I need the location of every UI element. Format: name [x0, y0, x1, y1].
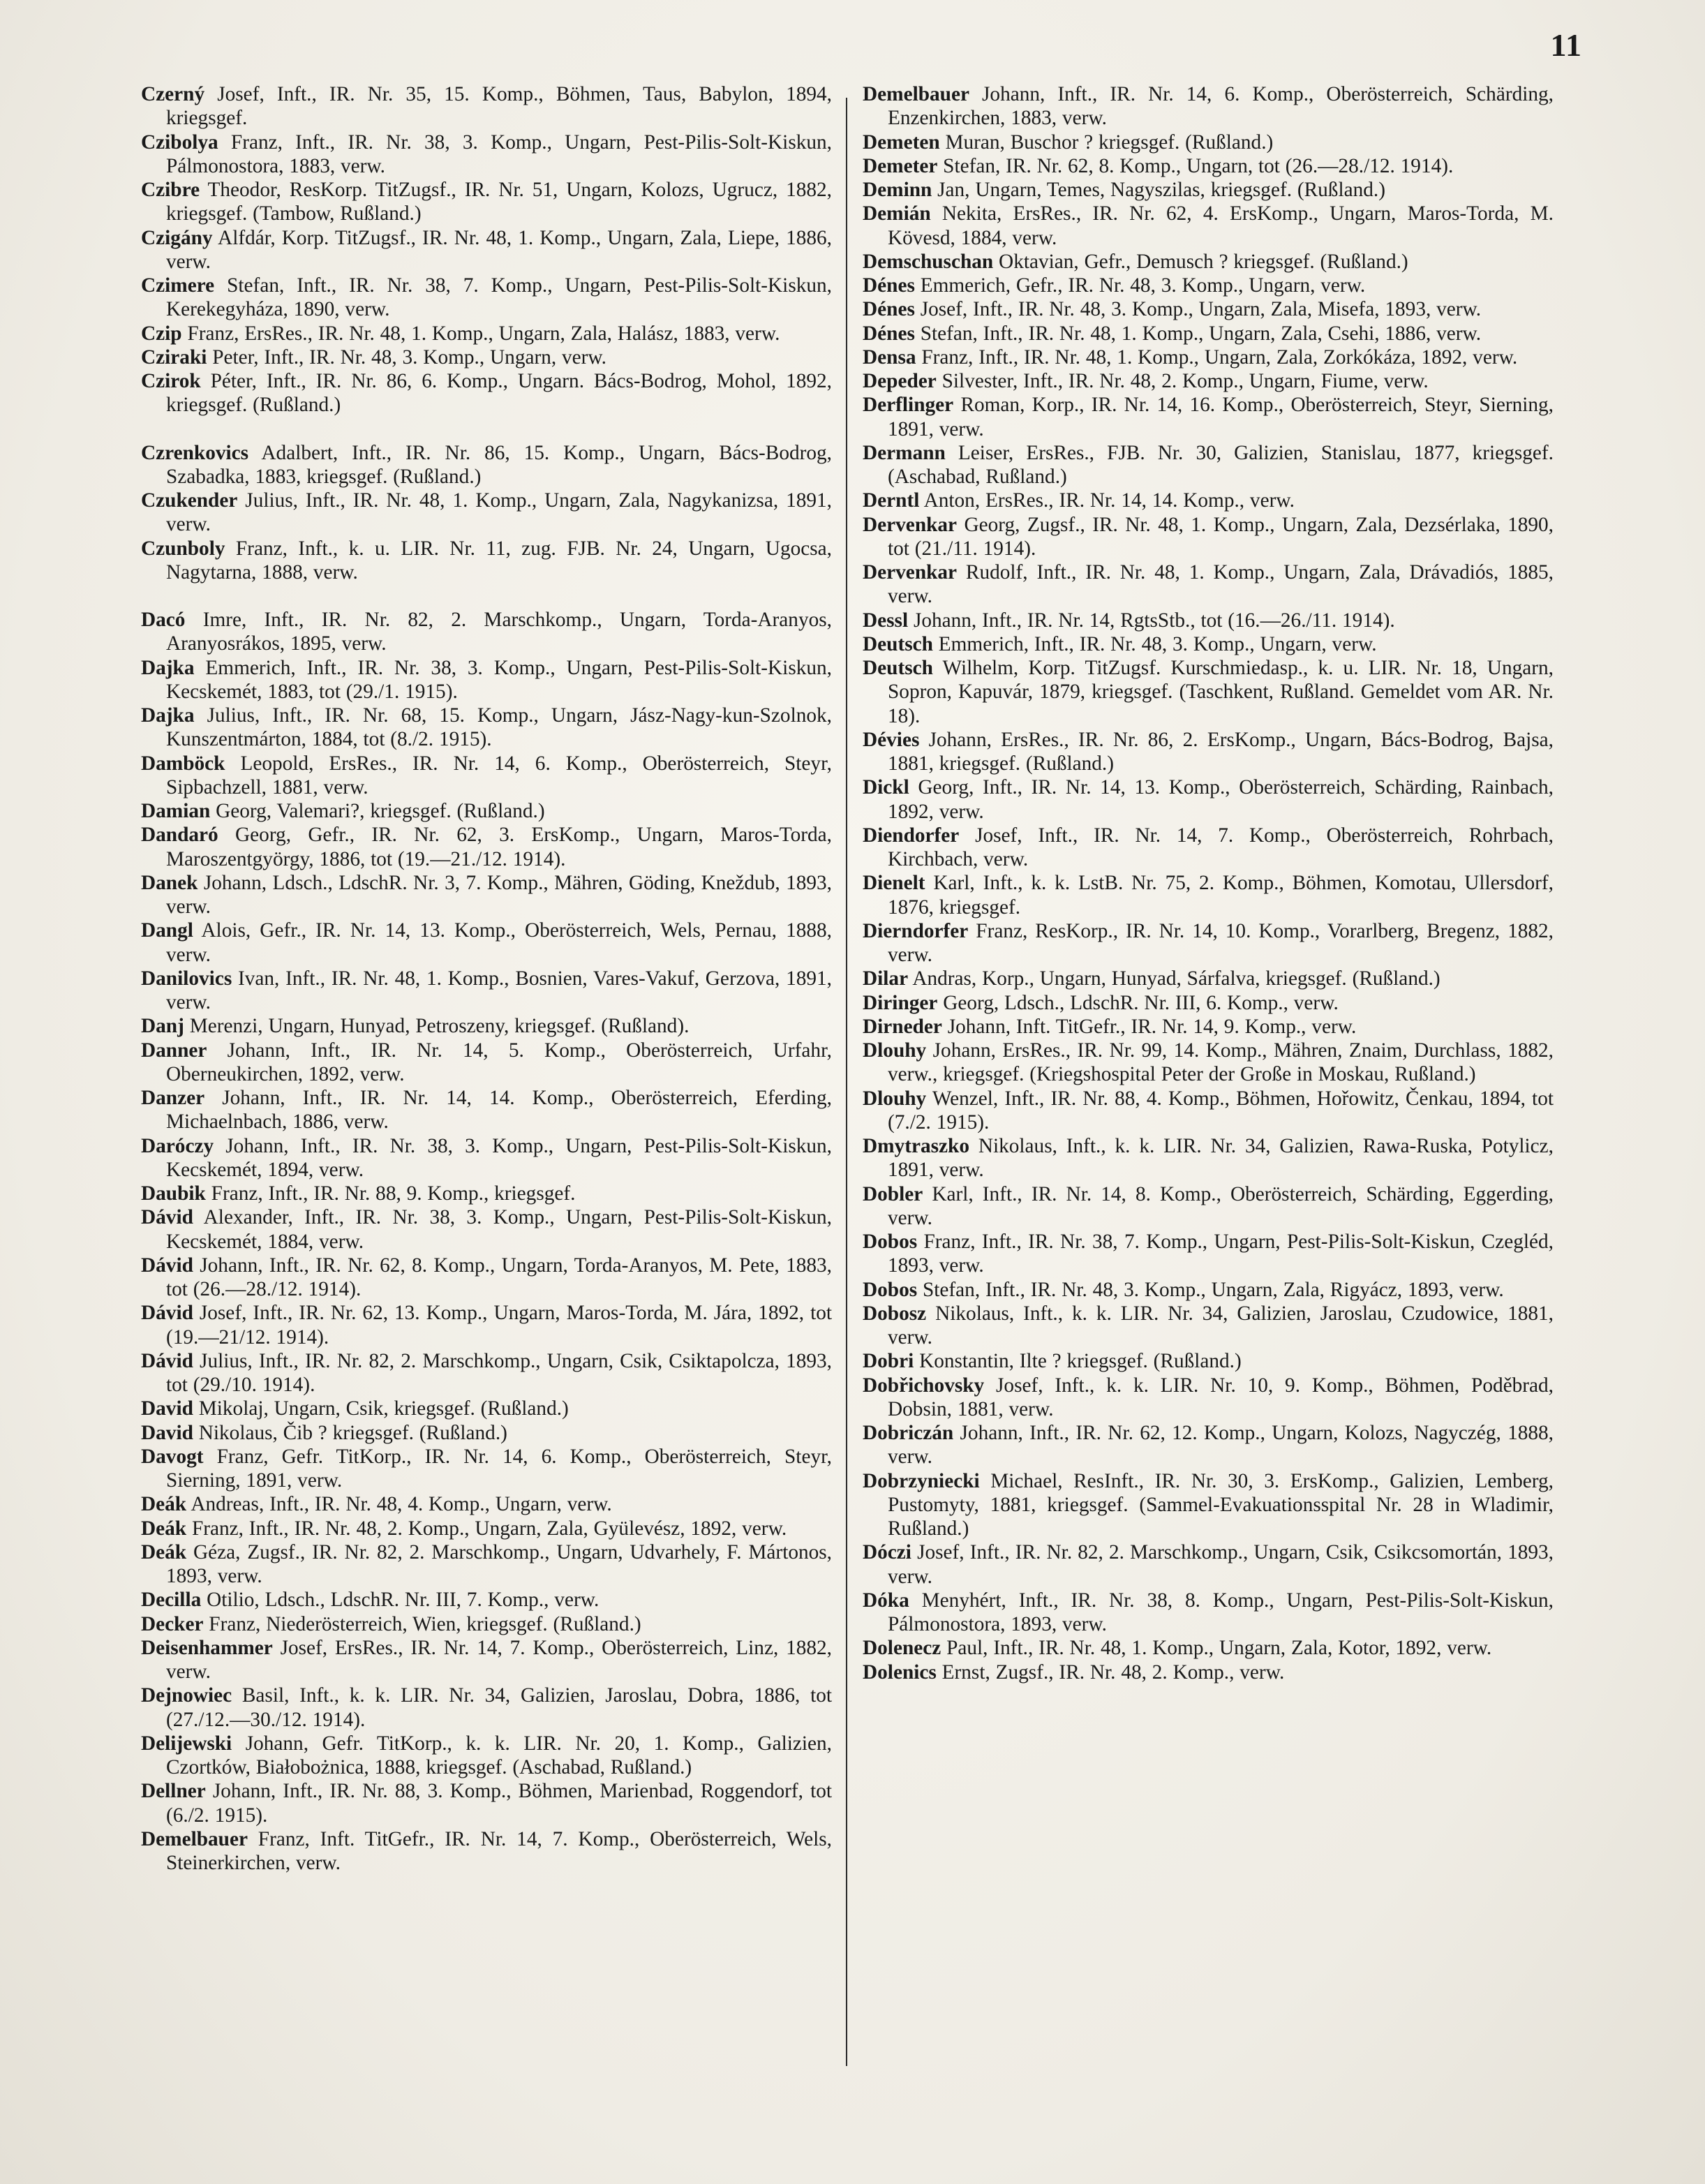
register-entry	[141, 919, 832, 967]
register-entry	[863, 178, 1554, 202]
register-entry	[863, 1302, 1554, 1350]
entry-surname: Demeten	[863, 131, 940, 154]
entry-surname: Deisenhammer	[141, 1636, 273, 1659]
register-entry	[141, 1827, 832, 1875]
entry-surname: Danzer	[141, 1087, 205, 1109]
entry-details: Johann, ErsRes., IR. Nr. 99, 14. Komp., Mähren, Znaim, Durchlass, 1882, verw., kriegsgef. (Kriegshospital Peter der Große in Moskau, Rußland.)	[888, 1039, 1554, 1086]
entry-surname: Delijewski	[141, 1732, 232, 1755]
register-entry	[141, 1588, 832, 1612]
entry-surname: Dejnowiec	[141, 1684, 232, 1707]
entry-surname: Czip	[141, 322, 182, 345]
left-column	[141, 82, 832, 1875]
register-entry	[141, 1612, 832, 1636]
entry-surname: Dessl	[863, 609, 909, 632]
entry-surname: Dolenics	[863, 1661, 937, 1684]
register-entry	[141, 131, 832, 179]
entry-details: Franz, Inft., IR. Nr. 88, 9. Komp., kriegsgef.	[211, 1182, 576, 1205]
entry-details: Johann, Inft., IR. Nr. 14, 14. Komp., Oberösterreich, Eferding, Michaelnbach, 1886, verw.	[166, 1087, 833, 1134]
entry-surname: Demeter	[863, 154, 938, 177]
register-entry	[141, 752, 832, 800]
entry-details: Josef, Inft., IR. Nr. 48, 3. Komp., Ungarn, Zala, Misefa, 1893, verw.	[920, 298, 1482, 321]
entry-surname: Dajka	[141, 704, 195, 727]
register-entry	[141, 489, 832, 537]
register-entry	[141, 226, 832, 274]
entry-details: Anton, ErsRes., IR. Nr. 14, 14. Komp., verw.	[923, 489, 1295, 512]
entry-details: Johann, Inft., IR. Nr. 62, 12. Komp., Ungarn, Kolozs, Nagyczég, 1888, verw.	[888, 1422, 1554, 1469]
register-entry	[141, 656, 832, 704]
entry-surname: Dénes	[863, 298, 915, 321]
entry-surname: Dilar	[863, 967, 909, 990]
register-entry	[863, 1421, 1554, 1469]
entry-details: Josef, Inft., IR. Nr. 35, 15. Komp., Böhmen, Taus, Babylon, 1894, kriegsgef.	[166, 83, 833, 130]
entry-surname: Dobriczán	[863, 1422, 954, 1444]
entry-surname: Dévies	[863, 728, 920, 751]
register-entry	[141, 274, 832, 322]
register-entry	[141, 823, 832, 871]
entry-details: Johann, Inft., IR. Nr. 62, 8. Komp., Ungarn, Torda-Aranyos, M. Pete, 1883, tot (26.—28./12. 1914).	[166, 1254, 833, 1300]
register-entry	[141, 322, 832, 346]
register-entry	[141, 1684, 832, 1732]
register-entry	[863, 1636, 1554, 1660]
register-entry	[863, 1349, 1554, 1373]
register-entry	[141, 799, 832, 823]
entry-surname: Czigány	[141, 226, 213, 249]
register-entry	[863, 1661, 1554, 1684]
entry-details: Franz, Inft. TitGefr., IR. Nr. 14, 7. Komp., Oberösterreich, Wels, Steinerkirchen, verw.	[166, 1827, 833, 1874]
entry-surname: Danek	[141, 871, 198, 894]
entry-surname: Dóka	[863, 1589, 909, 1612]
entry-surname: Decilla	[141, 1589, 202, 1612]
entry-surname: Dobrzyniecki	[863, 1469, 980, 1492]
entry-details: Nikolaus, Inft., k. k. LIR. Nr. 34, Galizien, Jaroslau, Czudowice, 1881, verw.	[888, 1302, 1554, 1349]
entry-details: Julius, Inft., IR. Nr. 68, 15. Komp., Ungarn, Jász-Nagy-kun-Szolnok, Kunszentmárton, 1884, tot (8./2. 1915).	[166, 704, 832, 751]
register-entry	[863, 1230, 1554, 1278]
entry-details: Stefan, Inft., IR. Nr. 38, 7. Komp., Ungarn, Pest-Pilis-Solt-Kiskun, Kerekegyháza, 1890, verw.	[166, 274, 832, 321]
register-entry	[863, 871, 1554, 919]
entry-surname: Derflinger	[863, 394, 954, 417]
register-entry	[863, 131, 1554, 154]
entry-details: Wenzel, Inft., IR. Nr. 88, 4. Komp., Böhmen, Hořowitz, Čenkau, 1894, tot (7./2. 1915).	[888, 1087, 1554, 1134]
entry-details: Franz, Inft., IR. Nr. 48, 1. Komp., Ungarn, Zala, Zorkókáza, 1892, verw.	[921, 346, 1518, 369]
entry-surname: Danilovics	[141, 967, 232, 990]
entry-surname: Dervenkar	[863, 513, 958, 536]
entry-details: Johann, Gefr. TitKorp., k. k. LIR. Nr. 20, 1. Komp., Galizien, Czortków, Białobożnica, 1888, kriegsgef. (Aschabad, Rußland.)	[166, 1732, 832, 1778]
register-entry	[863, 775, 1554, 824]
entry-surname: Demelbauer	[141, 1827, 248, 1850]
register-entry	[863, 322, 1554, 346]
entry-surname: Dávid	[141, 1349, 193, 1372]
entry-details: Konstantin, Ilte ? kriegsgef. (Rußland.)	[919, 1350, 1242, 1373]
entry-surname: Cziraki	[141, 346, 207, 369]
entry-details: Georg, Zugsf., IR. Nr. 48, 1. Komp., Ungarn, Zala, Dezsérlaka, 1890, tot (21./11. 1914).	[888, 513, 1554, 560]
entry-surname: Dickl	[863, 776, 909, 799]
register-entry	[141, 871, 832, 919]
entry-details: Johann, Inft., IR. Nr. 14, 5. Komp., Oberösterreich, Urfahr, Oberneukirchen, 1892, verw.	[166, 1039, 832, 1085]
entry-details: Adalbert, Inft., IR. Nr. 86, 15. Komp., Ungarn, Bács-Bodrog, Szabadka, 1883, kriegsgef. (Rußland.)	[166, 441, 832, 488]
entry-details: Silvester, Inft., IR. Nr. 48, 2. Komp., Ungarn, Fiume, verw.	[941, 370, 1429, 392]
entry-surname: Dobosz	[863, 1302, 927, 1325]
register-entry	[141, 1182, 832, 1205]
register-entry	[863, 656, 1554, 728]
entry-details: Franz, Inft., IR. Nr. 38, 3. Komp., Ungarn, Pest-Pilis-Solt-Kiskun, Pálmonostora, 1883, verw.	[166, 131, 832, 177]
register-entry	[863, 346, 1554, 369]
entry-details: Rudolf, Inft., IR. Nr. 48, 1. Komp., Ungarn, Zala, Drávadiós, 1885, verw.	[888, 561, 1554, 608]
entry-surname: David	[141, 1421, 193, 1444]
entry-surname: Demián	[863, 202, 931, 225]
register-entry	[863, 202, 1554, 250]
register-entry	[141, 1014, 832, 1038]
entry-surname: Dénes	[863, 322, 915, 345]
entry-surname: Czibre	[141, 179, 200, 201]
entry-details: Basil, Inft., k. k. LIR. Nr. 34, Galizien, Jaroslau, Dobra, 1886, tot (27./12.—30./12. 1914).	[166, 1684, 832, 1731]
register-entry	[141, 967, 832, 1015]
entry-details: Georg, Valemari?, kriegsgef. (Rußland.)	[216, 800, 545, 822]
register-entry	[863, 1374, 1554, 1422]
entry-details: Alois, Gefr., IR. Nr. 14, 13. Komp., Oberösterreich, Wels, Pernau, 1888, verw.	[166, 919, 832, 966]
register-entry	[863, 1015, 1554, 1039]
entry-details: Karl, Inft., k. k. LstB. Nr. 75, 2. Komp., Böhmen, Komotau, Ullersdorf, 1876, kriegsgef.	[888, 872, 1554, 919]
entry-details: Otilio, Ldsch., LdschR. Nr. III, 7. Komp., verw.	[207, 1589, 600, 1612]
entry-details: Andreas, Inft., IR. Nr. 48, 4. Komp., Ungarn, verw.	[191, 1493, 612, 1516]
entry-surname: Dávid	[141, 1254, 193, 1277]
entry-surname: Densa	[863, 346, 916, 369]
register-entry	[863, 393, 1554, 441]
register-entry	[863, 369, 1554, 393]
entry-surname: Czerný	[141, 83, 205, 105]
entry-details: Stefan, Inft., IR. Nr. 48, 1. Komp., Ungarn, Zala, Csehi, 1886, verw.	[920, 322, 1482, 345]
entry-details: Josef, Inft., IR. Nr. 14, 7. Komp., Oberösterreich, Rohrbach, Kirchbach, verw.	[888, 824, 1554, 870]
entry-details: Franz, ResKorp., IR. Nr. 14, 10. Komp., Vorarlberg, Bregenz, 1882, verw.	[888, 919, 1554, 966]
entry-details: Géza, Zugsf., IR. Nr. 82, 2. Marschkomp., Ungarn, Udvarhely, F. Mártonos, 1893, verw.	[166, 1540, 833, 1587]
entry-details: Johann, Inft. TitGefr., IR. Nr. 14, 9. Komp., verw.	[947, 1015, 1357, 1038]
entry-details: Mikolaj, Ungarn, Csik, kriegsgef. (Rußland.)	[198, 1397, 569, 1420]
entry-surname: Danj	[141, 1015, 184, 1038]
entry-details: Michael, ResInft., IR. Nr. 30, 3. ErsKomp., Galizien, Lemberg, Pustomyty, 1881, kriegsgef. (Sammel-Evakuationsspital Nr. 28 in Wladimir, Rußland.)	[888, 1469, 1554, 1540]
register-entry	[141, 1732, 832, 1780]
entry-surname: Dobos	[863, 1278, 918, 1301]
register-entry	[863, 441, 1554, 489]
register-entry	[863, 154, 1554, 178]
entry-surname: Dellner	[141, 1780, 206, 1803]
register-entry	[141, 1421, 832, 1445]
register-entry	[141, 1086, 832, 1134]
entry-details: Georg, Ldsch., LdschR. Nr. III, 6. Komp., verw.	[943, 991, 1339, 1014]
register-entry	[863, 1278, 1554, 1302]
entry-details: Franz, Inft., IR. Nr. 48, 2. Komp., Ungarn, Zala, Gyülevész, 1892, verw.	[191, 1517, 787, 1540]
entry-surname: Deutsch	[863, 632, 933, 655]
register-entry	[141, 1301, 832, 1349]
entry-surname: Damböck	[141, 752, 225, 775]
right-entries	[863, 82, 1554, 1684]
entry-details: Jan, Ungarn, Temes, Nagyszilas, kriegsgef. (Rußland.)	[937, 179, 1385, 201]
register-entry	[141, 1134, 832, 1182]
register-entry	[141, 1254, 832, 1302]
entry-surname: Demschuschan	[863, 250, 994, 273]
entry-details: Nikolaus, Čib ? kriegsgef. (Rußland.)	[198, 1421, 507, 1444]
register-entry	[141, 441, 832, 489]
register-entry	[863, 609, 1554, 632]
register-entry	[863, 560, 1554, 609]
entry-surname: Czrenkovics	[141, 441, 249, 464]
entry-surname: Deutsch	[863, 657, 933, 679]
entry-details: Ivan, Inft., IR. Nr. 48, 1. Komp., Bosnien, Vares-Vakuf, Gerzova, 1891, verw.	[166, 967, 832, 1013]
register-entry	[863, 824, 1554, 872]
right-column	[863, 82, 1554, 1684]
entry-surname: Deák	[141, 1540, 187, 1563]
register-entry	[863, 728, 1554, 776]
entry-details: Georg, Inft., IR. Nr. 14, 13. Komp., Oberösterreich, Schärding, Rainbach, 1892, verw.	[888, 776, 1554, 823]
entry-surname: Deminn	[863, 179, 932, 201]
entry-details: Johann, Ldsch., LdschR. Nr. 3, 7. Komp., Mähren, Göding, Kneždub, 1893, verw.	[166, 871, 832, 918]
entry-details: Leopold, ErsRes., IR. Nr. 14, 6. Komp., Oberösterreich, Steyr, Sipbachzell, 1881, verw.	[166, 752, 832, 798]
entry-details: Paul, Inft., IR. Nr. 48, 1. Komp., Ungarn, Zala, Kotor, 1892, verw.	[946, 1637, 1492, 1660]
entry-surname: Dobler	[863, 1182, 923, 1205]
register-entry	[863, 1182, 1554, 1231]
register-entry	[141, 1779, 832, 1827]
entry-details: Theodor, ResKorp. TitZugsf., IR. Nr. 51, Ungarn, Kolozs, Ugrucz, 1882, kriegsgef. (Tambow, Rußland.)	[166, 179, 832, 225]
page-number: 11	[1550, 27, 1582, 63]
register-entry	[863, 513, 1554, 561]
entry-surname: Dénes	[863, 274, 915, 297]
entry-surname: Dávid	[141, 1206, 193, 1229]
entry-surname: Diringer	[863, 991, 938, 1014]
entry-surname: Dmytraszko	[863, 1135, 969, 1157]
entry-surname: Decker	[141, 1612, 204, 1635]
entry-surname: Dandaró	[141, 824, 218, 847]
entry-details: Julius, Inft., IR. Nr. 82, 2. Marschkomp., Ungarn, Csik, Csiktapolcza, 1893, tot (29./10. 1914).	[166, 1349, 833, 1396]
entry-details: Georg, Gefr., IR. Nr. 62, 3. ErsKomp., Ungarn, Maros-Torda, Maroszentgyörgy, 1886, tot (19.—21./12. 1914).	[166, 824, 832, 870]
entry-details: Julius, Inft., IR. Nr. 48, 1. Komp., Ungarn, Zala, Nagykanizsa, 1891, verw.	[166, 489, 832, 536]
entry-details: Emmerich, Inft., IR. Nr. 48, 3. Komp., Ungarn, verw.	[938, 632, 1377, 655]
entry-details: Franz, Niederösterreich, Wien, kriegsgef. (Rußland.)	[209, 1612, 641, 1635]
entry-details: Johann, Inft., IR. Nr. 38, 3. Komp., Ungarn, Pest-Pilis-Solt-Kiskun, Kecskemét, 1894, verw.	[166, 1134, 833, 1181]
entry-details: Merenzi, Ungarn, Hunyad, Petroszeny, kriegsgef. (Rußland).	[189, 1015, 690, 1038]
register-entry	[141, 1445, 832, 1493]
register-entry	[863, 274, 1554, 297]
left-entries-1	[141, 82, 832, 417]
entry-details: Péter, Inft., IR. Nr. 86, 6. Komp., Ungarn. Bács-Bodrog, Mohol, 1892, kriegsgef. (Rußland.)	[166, 370, 832, 417]
entry-surname: Davogt	[141, 1445, 204, 1468]
entry-surname: Demelbauer	[863, 83, 969, 105]
entry-details: Karl, Inft., IR. Nr. 14, 8. Komp., Oberösterreich, Schärding, Eggerding, verw.	[888, 1182, 1554, 1229]
register-entry	[863, 632, 1554, 656]
entry-details: Imre, Inft., IR. Nr. 82, 2. Marschkomp., Ungarn, Torda-Aranyos, Aranyosrákos, 1895, verw.	[166, 609, 832, 655]
register-entry	[863, 250, 1554, 274]
entry-details: Josef, Inft., IR. Nr. 82, 2. Marschkomp., Ungarn, Csik, Csikcsomortán, 1893, verw.	[888, 1541, 1554, 1588]
register-entry	[141, 1205, 832, 1254]
entry-surname: Diendorfer	[863, 824, 960, 847]
register-entry	[141, 346, 832, 369]
register-entry	[863, 919, 1554, 967]
entry-details: Leiser, ErsRes., FJB. Nr. 30, Galizien, Stanislau, 1877, kriegsgef. (Aschabad, Rußland.)	[888, 441, 1554, 488]
register-entry	[141, 1039, 832, 1087]
entry-details: Andras, Korp., Ungarn, Hunyad, Sárfalva, kriegsgef. (Rußland.)	[912, 967, 1440, 990]
entry-details: Johann, Inft., IR. Nr. 88, 3. Komp., Böhmen, Marienbad, Roggendorf, tot (6./2. 1915).	[166, 1780, 833, 1827]
register-entry	[863, 489, 1554, 512]
register-entry	[141, 1636, 832, 1684]
entry-details: Franz, ErsRes., IR. Nr. 48, 1. Komp., Ungarn, Zala, Halász, 1883, verw.	[187, 322, 780, 345]
entry-details: Ernst, Zugsf., IR. Nr. 48, 2. Komp., verw.	[941, 1661, 1285, 1684]
entry-surname: Daróczy	[141, 1134, 214, 1157]
entry-details: Roman, Korp., IR. Nr. 14, 16. Komp., Oberösterreich, Steyr, Sierning, 1891, verw.	[888, 394, 1554, 440]
entry-details: Emmerich, Gefr., IR. Nr. 48, 3. Komp., Ungarn, verw.	[920, 274, 1366, 297]
left-entries-2	[141, 441, 832, 585]
register-entry	[141, 82, 832, 131]
entry-surname: Dlouhy	[863, 1087, 927, 1110]
register-entry	[141, 608, 832, 656]
entry-surname: Czibolya	[141, 131, 218, 154]
section-gap	[141, 584, 832, 608]
entry-surname: Dlouhy	[863, 1039, 927, 1062]
entry-surname: Dajka	[141, 656, 195, 679]
register-entry	[141, 704, 832, 752]
entry-details: Stefan, IR. Nr. 62, 8. Komp., Ungarn, tot (26.—28./12. 1914).	[943, 154, 1454, 177]
entry-details: Johann, Inft., IR. Nr. 14, 6. Komp., Oberösterreich, Schärding, Enzenkirchen, 1883, verw.	[888, 83, 1554, 130]
register-entry	[863, 1589, 1554, 1637]
register-entry	[141, 1517, 832, 1540]
entry-details: Wilhelm, Korp. TitZugsf. Kurschmiedasp., k. u. LIR. Nr. 18, Ungarn, Sopron, Kapuvár, 1879, kriegsgef. (Taschkent, Rußland. Gemeldet vom AR. Nr. 18).	[888, 657, 1554, 727]
entry-details: Nikolaus, Inft., k. k. LIR. Nr. 34, Galizien, Rawa-Ruska, Potylicz, 1891, verw.	[888, 1135, 1554, 1182]
register-entry	[863, 1134, 1554, 1182]
register-entry	[863, 82, 1554, 131]
entry-surname: Dolenecz	[863, 1637, 941, 1660]
entry-details: Peter, Inft., IR. Nr. 48, 3. Komp., Ungarn, verw.	[212, 346, 607, 369]
entry-surname: Czunboly	[141, 537, 225, 560]
entry-surname: Deák	[141, 1517, 187, 1540]
register-entry	[141, 369, 832, 417]
entry-details: Alfdár, Korp. TitZugsf., IR. Nr. 48, 1. Komp., Ungarn, Zala, Liepe, 1886, verw.	[166, 226, 832, 273]
entry-surname: Derntl	[863, 489, 920, 512]
register-entry	[863, 297, 1554, 321]
register-entry	[863, 1039, 1554, 1087]
entry-details: Nekita, ErsRes., IR. Nr. 62, 4. ErsKomp., Ungarn, Maros-Torda, M. Kövesd, 1884, verw.	[888, 202, 1554, 249]
register-entry	[141, 537, 832, 585]
entry-surname: Dermann	[863, 441, 946, 464]
entry-details: Josef, Inft., k. k. LIR. Nr. 10, 9. Komp., Böhmen, Poděbrad, Dobsin, 1881, verw.	[888, 1374, 1554, 1420]
entry-details: Stefan, Inft., IR. Nr. 48, 3. Komp., Ungarn, Zala, Rigyácz, 1893, verw.	[922, 1278, 1504, 1301]
entry-details: Muran, Buschor ? kriegsgef. (Rußland.)	[945, 131, 1274, 154]
entry-details: Johann, ErsRes., IR. Nr. 86, 2. ErsKomp., Ungarn, Bács-Bodrog, Bajsa, 1881, kriegsgef. (Rußland.)	[888, 728, 1554, 775]
register-entry	[141, 1492, 832, 1516]
entry-details: Johann, Inft., IR. Nr. 14, RgtsStb., tot (16.—26./11. 1914).	[913, 609, 1395, 632]
entry-surname: Dangl	[141, 919, 193, 942]
entry-details: Franz, Gefr. TitKorp., IR. Nr. 14, 6. Komp., Oberösterreich, Steyr, Sierning, 1891, verw.	[166, 1445, 832, 1492]
entry-surname: Czukender	[141, 489, 238, 512]
entry-details: Franz, Inft., IR. Nr. 38, 7. Komp., Ungarn, Pest-Pilis-Solt-Kiskun, Czegléd, 1893, verw.	[888, 1231, 1554, 1277]
entry-surname: Dóczi	[863, 1541, 911, 1564]
entry-surname: Czirok	[141, 370, 201, 392]
register-entry	[863, 967, 1554, 990]
register-entry	[141, 1349, 832, 1397]
entry-surname: Dávid	[141, 1302, 193, 1325]
entry-details: Josef, Inft., IR. Nr. 62, 13. Komp., Ungarn, Maros-Torda, M. Jára, 1892, tot (19.—21/12. 1914).	[166, 1302, 832, 1349]
register-entry	[141, 1540, 832, 1589]
entry-details: Emmerich, Inft., IR. Nr. 38, 3. Komp., Ungarn, Pest-Pilis-Solt-Kiskun, Kecskemét, 1883, tot (29./1. 1915).	[166, 656, 832, 703]
entry-details: Franz, Inft., k. u. LIR. Nr. 11, zug. FJB. Nr. 24, Ungarn, Ugocsa, Nagytarna, 1888, verw.	[166, 537, 832, 584]
entry-surname: Dervenkar	[863, 561, 958, 584]
left-entries-3	[141, 608, 832, 1875]
entry-surname: Depeder	[863, 370, 937, 392]
entry-surname: David	[141, 1397, 193, 1420]
entry-details: Oktavian, Gefr., Demusch ? kriegsgef. (Rußland.)	[999, 250, 1408, 273]
entry-surname: Dobřichovsky	[863, 1374, 985, 1397]
entry-details: Menyhért, Inft., IR. Nr. 38, 8. Komp., Ungarn, Pest-Pilis-Solt-Kiskun, Pálmonostora, 1893, verw.	[888, 1589, 1554, 1635]
entry-surname: Dacó	[141, 609, 186, 631]
column-divider	[846, 98, 847, 2066]
entry-details: Alexander, Inft., IR. Nr. 38, 3. Komp., Ungarn, Pest-Pilis-Solt-Kiskun, Kecskemét, 1884, verw.	[166, 1206, 832, 1253]
register-entry	[863, 1087, 1554, 1135]
register-entry	[141, 178, 832, 226]
entry-details: Josef, ErsRes., IR. Nr. 14, 7. Komp., Oberösterreich, Linz, 1882, verw.	[166, 1636, 832, 1683]
entry-surname: Dierndorfer	[863, 919, 969, 942]
register-entry	[863, 991, 1554, 1015]
entry-surname: Dirneder	[863, 1015, 942, 1038]
entry-surname: Daubik	[141, 1182, 206, 1205]
register-entry	[141, 1397, 832, 1420]
section-gap	[141, 417, 832, 441]
entry-surname: Czimere	[141, 274, 215, 297]
entry-surname: Damian	[141, 800, 211, 822]
entry-surname: Dobos	[863, 1231, 918, 1253]
entry-surname: Dienelt	[863, 872, 925, 895]
register-entry	[863, 1469, 1554, 1541]
entry-surname: Danner	[141, 1039, 207, 1062]
register-entry	[863, 1540, 1554, 1589]
entry-surname: Dobri	[863, 1350, 914, 1373]
entry-surname: Deák	[141, 1493, 187, 1516]
